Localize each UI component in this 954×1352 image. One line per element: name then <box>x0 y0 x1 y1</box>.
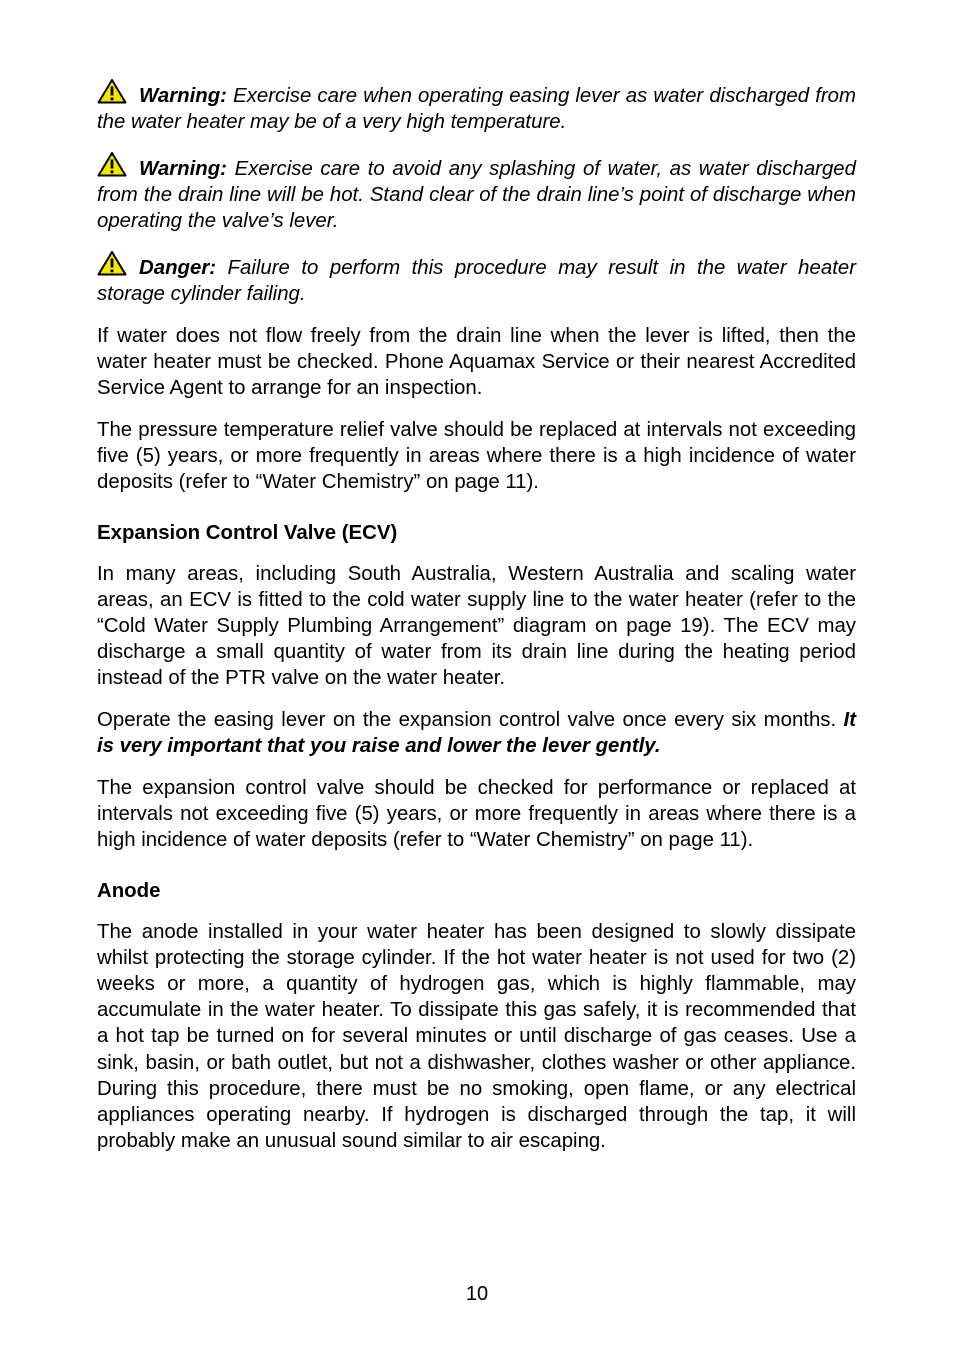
ecv-replacement-paragraph: The expansion control valve should be checked for performance or replaced at intervals not exceeding five (5) years, or more frequently in areas where there is a high incidence of water deposits (refer to “Water Chemistry” on page 11). <box>97 777 856 852</box>
ptr-inspection-paragraph: If water does not flow freely from the drain line when the lever is lifted, then the water heater must be checked. Phone Aquamax Service or their nearest Accredited Service Agent to arrange for an inspection. <box>97 324 856 400</box>
warning-label: Warning: <box>139 157 227 180</box>
warning-text: Exercise care to avoid any splashing of water, as water discharged from the drain line will be hot. Stand clear of the drain line’s point of discharge when operating the valve’s lever. <box>97 157 856 233</box>
warning-triangle-icon <box>97 250 127 276</box>
warning-text: Exercise care when operating easing lever as water discharged from the water heater may be of a very high temperature. <box>97 85 856 134</box>
warning-label: Warning: <box>139 85 227 107</box>
ecv-operation-text: Operate the easing lever on the expansion control valve once every six months. <box>97 709 844 732</box>
ecv-heading: Expansion Control Valve (ECV) <box>97 521 398 544</box>
danger-note <box>97 250 856 307</box>
ecv-operation-emphasis: It is very important that you raise and lower the lever gently. <box>97 709 856 758</box>
ecv-operation-paragraph <box>97 707 856 759</box>
danger-text: Failure to perform this procedure may result in the water heater storage cylinder failing. <box>97 257 856 306</box>
warning-note <box>97 151 856 235</box>
danger-label: Danger: <box>139 257 217 280</box>
warning-triangle-icon <box>97 151 127 177</box>
warning-note <box>97 78 856 135</box>
anode-paragraph: The anode installed in your water heater has been designed to slowly dissipate whilst protecting the storage cylinder. If the hot water heater is not used for two (2) weeks or more, a quantity of hydrogen gas, which is highly flammable, may accumulate in the water heater. To dissipate this gas safely, it is recommended that a hot tap be turned on for several minutes or until discharge of gas ceases. Use a sink, basin, or bath outlet, but not a dishwasher, clothes washer or other appliance. During this procedure, there must be no smoking, open flame, or any electrical appliances operating nearby. If hydrogen is discharged through the tap, it will probably make an unusual sound similar to air escaping. <box>97 920 856 1153</box>
ecv-intro-paragraph: In many areas, including South Australia, Western Australia and scaling water areas, an ECV is fitted to the cold water supply line to the water heater (refer to the “Cold Water Supply Plumbing Arrangement” diagram on page 19). The ECV may discharge a small quantity of water from its drain line during the heating period instead of the PTR valve on the water heater. <box>97 562 856 690</box>
page-content <box>97 78 856 1170</box>
page-number: 10 <box>465 1283 489 1305</box>
warning-triangle-icon <box>97 78 127 104</box>
anode-heading: Anode <box>97 879 161 902</box>
ptr-replacement-paragraph: The pressure temperature relief valve should be replaced at intervals not exceeding five (5) years, or more frequently in areas where there is a high incidence of water deposits (refer to “Water Chemistry” on page 11). <box>97 419 856 494</box>
